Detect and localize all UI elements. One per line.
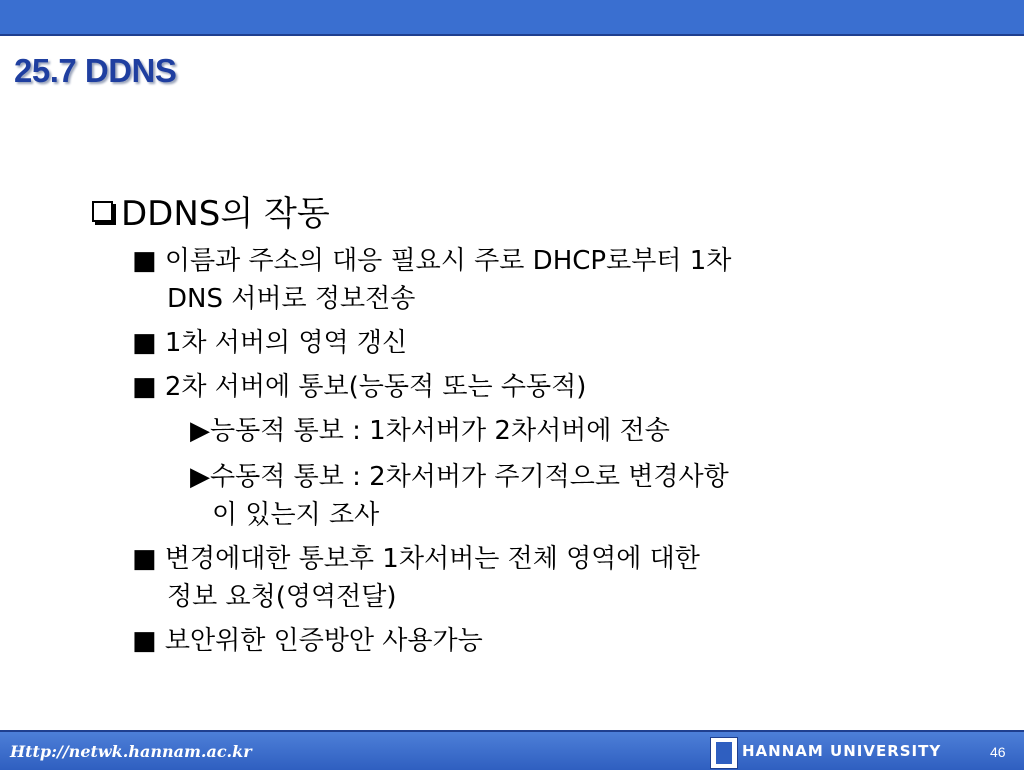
section-heading bbox=[88, 186, 330, 235]
list-item bbox=[132, 538, 700, 575]
sub-list-item bbox=[190, 456, 729, 493]
list-item bbox=[132, 620, 483, 657]
hollow-square-bullet-icon bbox=[92, 201, 113, 222]
list-item-continuation: DNS 서버로 정보전송 bbox=[167, 284, 416, 314]
slide-title: 25.7 DDNS bbox=[14, 52, 177, 89]
list-item-text: 보안위한 인증방안 사용가능 bbox=[164, 626, 483, 656]
list-item-text: 1차 서버의 영역 갱신 bbox=[164, 328, 408, 358]
list-item-text: 변경에대한 통보후 1차서버는 전체 영역에 대한 bbox=[164, 544, 700, 574]
triangle-bullet-icon: ▶ bbox=[190, 416, 210, 446]
footer-university: HANNAM UNIVERSITY bbox=[742, 742, 942, 760]
square-bullet-icon: ■ bbox=[132, 246, 157, 276]
sub-list-item-text: 능동적 통보 : 1차서버가 2차서버에 전송 bbox=[210, 416, 670, 446]
list-item bbox=[132, 240, 731, 277]
list-item-text: 이름과 주소의 대응 필요시 주로 DHCP로부터 1차 bbox=[164, 246, 732, 276]
triangle-bullet-icon: ▶ bbox=[190, 462, 210, 492]
square-bullet-icon: ■ bbox=[132, 328, 157, 358]
list-item-text: 2차 서버에 통보(능동적 또는 수동적) bbox=[164, 372, 587, 402]
list-item bbox=[132, 366, 586, 403]
page-number: 46 bbox=[990, 744, 1006, 760]
square-bullet-icon: ■ bbox=[132, 626, 157, 656]
footer-bar bbox=[0, 730, 1024, 770]
list-item bbox=[132, 322, 407, 359]
footer-url: Http://netwk.hannam.ac.kr bbox=[10, 742, 252, 761]
university-logo-icon bbox=[710, 737, 738, 769]
sub-list-item-continuation: 이 있는지 조사 bbox=[212, 500, 380, 530]
sub-list-item-text: 수동적 통보 : 2차서버가 주기적으로 변경사항 bbox=[210, 462, 729, 492]
list-item-continuation: 정보 요청(영역전달) bbox=[167, 582, 397, 612]
section-heading-text: DDNS의 작동 bbox=[121, 194, 330, 234]
square-bullet-icon: ■ bbox=[132, 372, 157, 402]
sub-list-item bbox=[190, 410, 670, 447]
square-bullet-icon: ■ bbox=[132, 544, 157, 574]
